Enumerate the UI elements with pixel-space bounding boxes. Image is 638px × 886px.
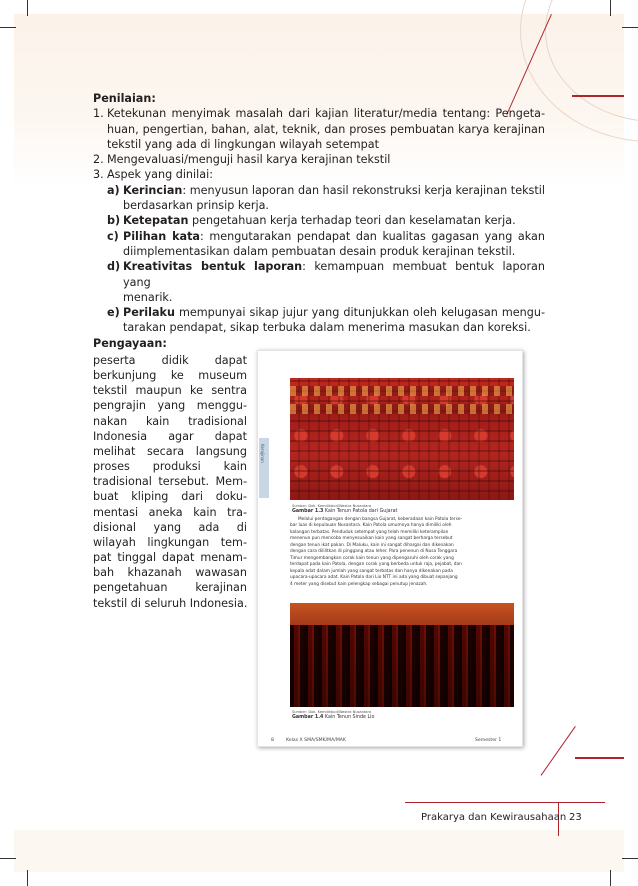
pengayaan-line: buat kliping dari doku- [93, 490, 247, 504]
pengayaan-line: pat tinggal dapat menam- [93, 551, 247, 565]
inset-body-line: terdapat pada kain Patola, dengan corak yang berbeda untuk raja, pejabat, dan [290, 562, 462, 568]
inset-body-line: 4 meter yang disebut kain pelengkap sebagai penutup jenazah. [290, 581, 428, 587]
patola-fabric-image [290, 378, 514, 500]
crop-mark [0, 858, 16, 859]
aspect-d: d) Kreativitas bentuk laporan: kemampuan membuat bentuk laporan yang menarik. [107, 260, 545, 304]
aspect-c: c) Pilihan kata: mengutarakan pendapat dan kualitas gagasan yang akan diimplementasikan dalam pembuatan desain produk kerajinan tekstil. [107, 229, 545, 258]
pengayaan-line: disional yang ada di [93, 520, 247, 534]
pengayaan-line: nakan kain tradisional [93, 414, 247, 428]
pengayaan-line: tekstil maupun ke sentra [93, 384, 247, 398]
pengayaan-text [93, 353, 247, 611]
inset-body-text [290, 517, 506, 588]
crop-mark [610, 870, 611, 886]
crop-mark [610, 0, 611, 16]
crop-mark [622, 858, 638, 859]
inset-body-line: dengan cara dililitkan di pinggang atau leher. Para penenun di Nusa Tenggara [290, 549, 458, 555]
pengayaan-title: Pengayaan: [93, 337, 167, 350]
pengayaan-line: melihat secara langsung [93, 444, 247, 458]
pengayaan-line: proses produksi kain [93, 460, 247, 474]
inset-body-line: dengan tenun ikat pakan. Di Maluku, kain ini sangat dihargai dan dikenakan [290, 542, 454, 548]
penilaian-item-3: 3. Aspek yang dinilai: [93, 168, 213, 182]
footer-book-title: Prakarya dan Kewirausahaan [421, 812, 567, 823]
accent-line [572, 95, 624, 97]
pengayaan-line: pengetahuan kerajinan [93, 581, 247, 595]
pengayaan-line: mentasi aneka kain tra- [93, 505, 247, 519]
inset-body-line: bar luas di kepulauan Nusantara. Kain Patola umumnya hanya dimiliki oleh [290, 523, 452, 529]
accent-line [541, 726, 576, 776]
figure-source: Sumber: Dok. Kemdikbud/Wastra Nusantara [292, 710, 372, 714]
fabric-band [290, 404, 514, 414]
aspect-a: a) Kerincian: menyusun laporan dan hasil rekonstruksi kerja kerajinan tekstil berdasarkan prinsip kerja. [107, 183, 545, 213]
figure-source: Sumber: Dok. Kemdikbud/Wastra Nusantara [292, 504, 372, 508]
figure-caption: Gambar 1.3 Kain Tenun Patola dari Gujarat [292, 509, 398, 514]
crop-mark [27, 0, 28, 16]
pengayaan-line: tekstil di seluruh Indonesia. [93, 596, 248, 610]
penilaian-section [93, 91, 545, 336]
inset-body-line: kepala adat dalam jumlah yang sangat terbatas dan hanya dikenakan pada [290, 568, 453, 574]
footer-rule [405, 802, 605, 803]
pengayaan-line: pengrajin yang menggu- [93, 399, 247, 413]
accent-line [575, 757, 624, 759]
page-number: 23 [569, 812, 582, 823]
inset-body-line: kalangan terbatas. Penduduk setempat yang telah memiliki keterampilan [290, 529, 449, 535]
inset-page-number: 8 [271, 738, 274, 743]
inset-body-line: upacara-upacara adat. Kain Patola dari Lio NTT ini ada yang dibuat sepanjang [290, 575, 458, 581]
crop-mark [27, 870, 28, 886]
crop-mark [0, 27, 16, 28]
fabric-band [290, 603, 514, 625]
aspect-e: e) Perilaku mempunyai sikap jujur yang ditunjukkan oleh kelugasan mengu- tarakan pendapat, sikap terbuka dalam menerima masukan dan koreksi. [107, 306, 545, 335]
pengayaan-line: berkunjung ke museum [93, 369, 247, 383]
inset-body-line: menenun pun mencoba menyesuaikan kain yang sangat berharga tersebut [290, 536, 453, 542]
pengayaan-line: bah khazanah wawasan [93, 566, 247, 580]
inset-book-title: Kelas X SMA/SMK/MA/MAK [286, 738, 346, 743]
side-tab: Kerajinan [259, 438, 269, 498]
figure-caption: Gambar 1.4 Kain Tenun Sinde Lio [292, 715, 375, 720]
pengayaan-line: Indonesia agar dapat [93, 429, 247, 443]
pengayaan-line: wilayah lingkungan tem- [93, 535, 247, 549]
inset-semester: Semester 1 [475, 738, 502, 743]
crop-mark [622, 27, 638, 28]
penilaian-item-1: 1. Ketekunan menyimak masalah dari kajian literatur/media tentang: Pengeta- huan, pengertian, bahan, alat, teknik, dan proses pembuatan karya kerajinan tekstil yang ada di lingkungan wilayah setempat [93, 107, 545, 151]
pengayaan-line: tradisional tersebut. Mem- [93, 475, 247, 489]
footer-background [14, 830, 624, 872]
pengayaan-line: peserta didik dapat [93, 354, 247, 367]
penilaian-item-2: 2. Mengevaluasi/menguji hasil karya kerajinan tekstil [93, 153, 391, 167]
inset-body-line: Timur mengembangkan corak kain tenun yang dipengaruhi oleh corak yang [290, 555, 454, 561]
fabric-band [290, 386, 514, 396]
sinde-lio-fabric-image [290, 603, 514, 707]
aspect-b: b) Ketepatan pengetahuan kerja terhadap teori dan keselamatan kerja. [107, 214, 516, 228]
inset-body-line: Melalui perdagangan dengan bangsa Gujarat, keberadaan kain Patola terse- [298, 517, 463, 522]
penilaian-title: Penilaian: [93, 92, 156, 105]
